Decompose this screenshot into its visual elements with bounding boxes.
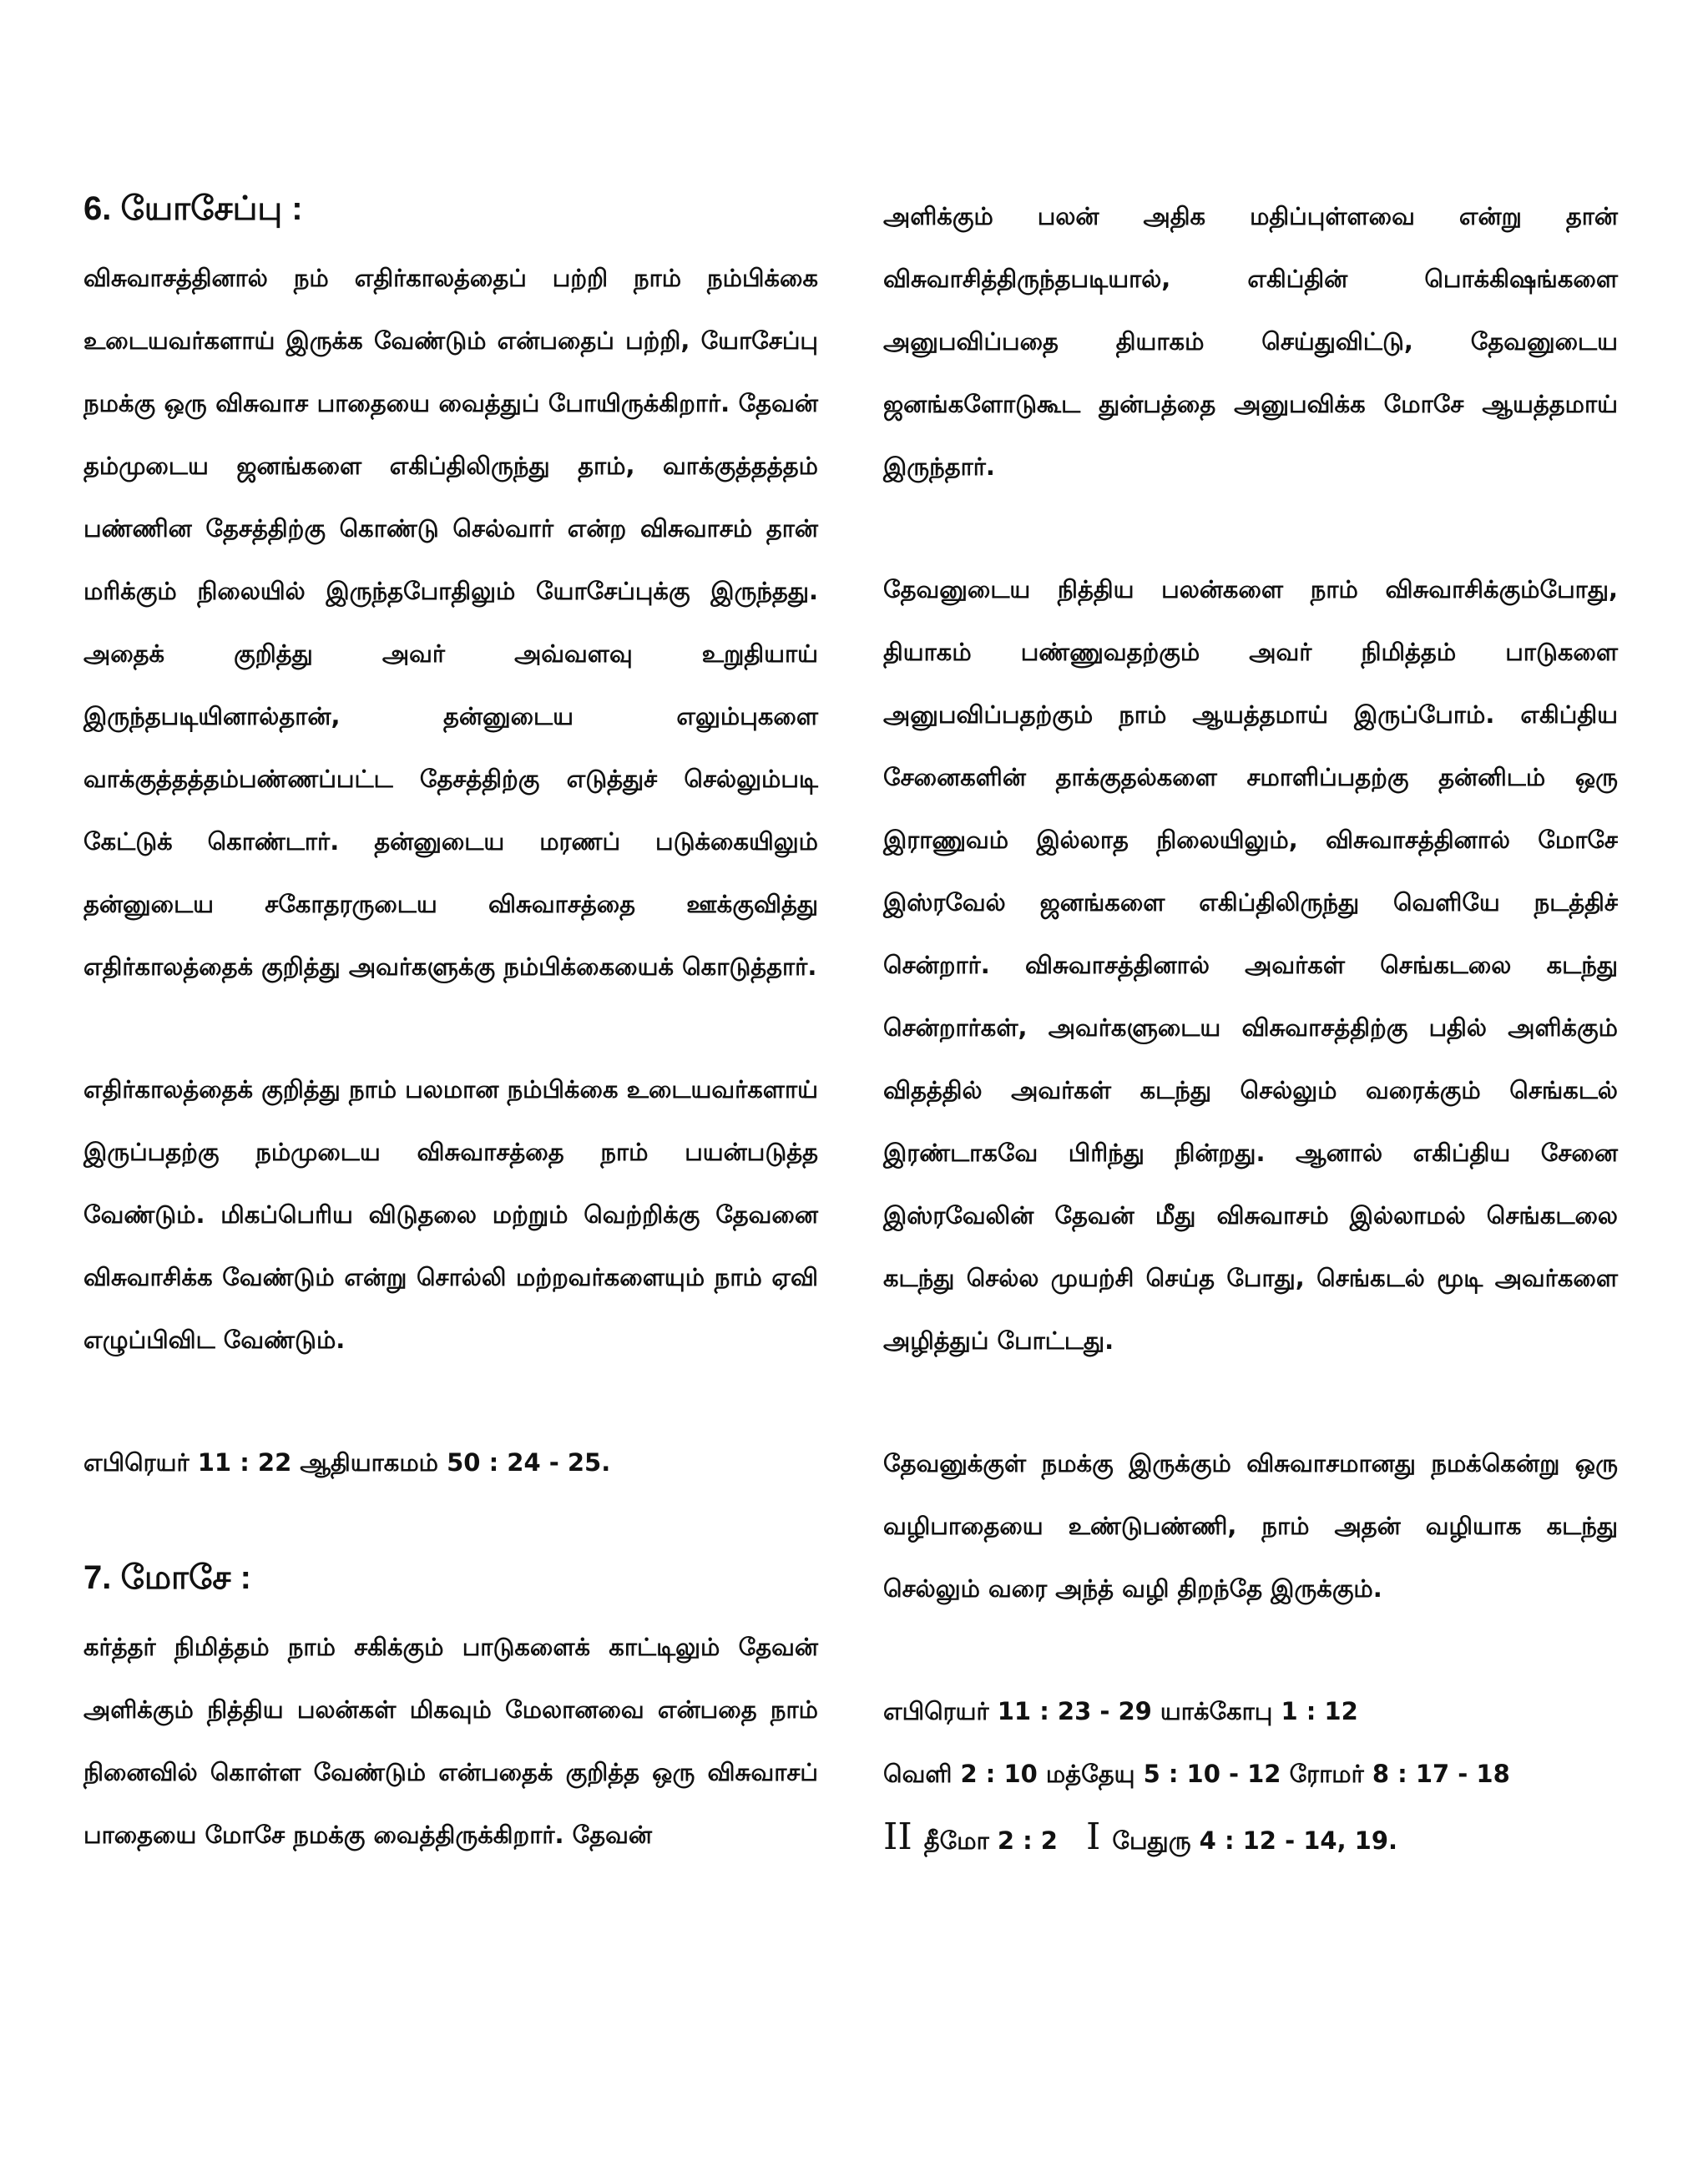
moses-paragraph-2: தேவனுடைய நித்திய பலன்களை நாம் விசுவாசிக்கும்போது, தியாகம் பண்ணுவதற்கும் அவர் நிமித்தம் பாடுகளை அனுபவிப்பதற்கும் நாம் ஆயத்தமாய் இருப்போம். எகிப்திய சேனைகளின் தாக்குதல்களை சமாளிப்பதற்கு தன்னிடம் ஒரு இராணுவம் இல்லாத நிலையிலும், விசுவாசத்தினால் மோசே இஸ்ரவேல் ஜனங்களை எகிப்திலிருந்து வெளியே நடத்திச் சென்றார். விசுவாசத்தினால் அவர்கள் செங்கடலை கடந்து சென்றார்கள், அவர்களுடைய விசுவாசத்திற்கு பதில் அளிக்கும் விதத்தில் அவர்கள் கடந்து செல்லும் வரைக்கும் செங்கடல் இரண்டாகவே பிரிந்து நின்றது. ஆனால் எகிப்திய சேனை இஸ்ரவேலின் தேவன் மீது விசுவாசம் இல்லாமல் செங்கடலை கடந்து செல்ல முயற்சி செய்த போது, செங்கடல் மூடி அவர்களை அழித்துப் போட்டது. bbox=[883, 575, 1618, 1355]
roman-numeral-one: I bbox=[1085, 1816, 1101, 1858]
section-6-paragraph-1: விசுவாசத்தினால் நம் எதிர்காலத்தைப் பற்றி நாம் நம்பிக்கை உடையவர்களாய் இருக்க வேண்டும் என்பதைப் பற்றி, யோசேப்பு நமக்கு ஒரு விசுவாச பாதையை வைத்துப் போயிருக்கிறார். தேவன் தம்முடைய ஜனங்களை எகிப்திலிருந்து தாம், வாக்குத்தத்தம் பண்ணின தேசத்திற்கு கொண்டு செல்வார் என்ற விசுவாசம் தான் மரிக்கும் நிலையில் இருந்தபோதிலும் யோசேப்புக்கு இருந்தது. அதைக் குறித்து அவர் அவ்வளவு உறுதியாய் இருந்தபடியினால்தான், தன்னுடைய எலும்புகளை வாக்குத்தத்தம்பண்ணப்பட்ட தேசத்திற்கு எடுத்துச் செல்லும்படி கேட்டுக் கொண்டார். தன்னுடைய மரணப் படுக்கையிலும் தன்னுடைய சகோதரருடைய விசுவாசத்தை ஊக்குவித்து எதிர்காலத்தைக் குறித்து அவர்களுக்கு நம்பிக்கையைக் கொடுத்தார். bbox=[83, 264, 818, 981]
reference-peter: பேதுரு 4 : 12 - 14, 19. bbox=[1112, 1826, 1398, 1855]
left-column bbox=[83, 185, 818, 1866]
section-6-paragraph-2: எதிர்காலத்தைக் குறித்து நாம் பலமான நம்பிக்கை உடையவர்களாய் இருப்பதற்கு நம்முடைய விசுவாசத்தை நாம் பயன்படுத்த வேண்டும். மிகப்பெரிய விடுதலை மற்றும் வெற்றிக்கு தேவனை விசுவாசிக்க வேண்டும் என்று சொல்லி மற்றவர்களையும் நாம் ஏவி எழுப்பிவிட வேண்டும். bbox=[83, 1075, 818, 1354]
section-6-heading: 6. யோசேப்பு : bbox=[83, 190, 303, 227]
reference-line-3 bbox=[883, 1806, 1618, 1872]
moses-paragraph-1: அளிக்கும் பலன் அதிக மதிப்புள்ளவை என்று தான் விசுவாசித்திருந்தபடியால், எகிப்தின் பொக்கிஷங்களை அனுபவிப்பதை தியாகம் செய்துவிட்டு, தேவனுடைய ஜனங்களோடுகூட துன்பத்தை அனுபவிக்க மோசே ஆயத்தமாய் இருந்தார். bbox=[883, 202, 1618, 481]
section-7-heading: 7. மோசே : bbox=[83, 1559, 251, 1596]
reference-timothy: தீமோ 2 : 2 bbox=[923, 1826, 1058, 1855]
section-6-reference: எபிரெயர் 11 : 22 ஆதியாகமம் 50 : 24 - 25. bbox=[83, 1448, 611, 1477]
moses-paragraph-3: தேவனுக்குள் நமக்கு இருக்கும் விசுவாசமானது நமக்கென்று ஒரு வழிபாதையை உண்டுபண்ணி, நாம் அதன் வழியாக கடந்து செல்லும் வரை அந்த் வழி திறந்தே இருக்கும். bbox=[883, 1449, 1618, 1603]
reference-line-1: எபிரெயர் 11 : 23 - 29 யாக்கோபு 1 : 12 bbox=[883, 1697, 1358, 1725]
section-7-paragraph-1: கர்த்தர் நிமித்தம் நாம் சகிக்கும் பாடுகளைக் காட்டிலும் தேவன் அளிக்கும் நித்திய பலன்கள் மிகவும் மேலானவை என்பதை நாம் நினைவில் கொள்ள வேண்டும் என்பதைக் குறித்த ஒரு விசுவாசப் பாதையை மோசே நமக்கு வைத்திருக்கிறார். தேவன் bbox=[83, 1633, 818, 1849]
roman-numeral-two: II bbox=[883, 1816, 912, 1858]
reference-line-2: வெளி 2 : 10 மத்தேயு 5 : 10 - 12 ரோமர் 8 : 17 - 18 bbox=[883, 1760, 1510, 1788]
right-column bbox=[883, 185, 1618, 1872]
